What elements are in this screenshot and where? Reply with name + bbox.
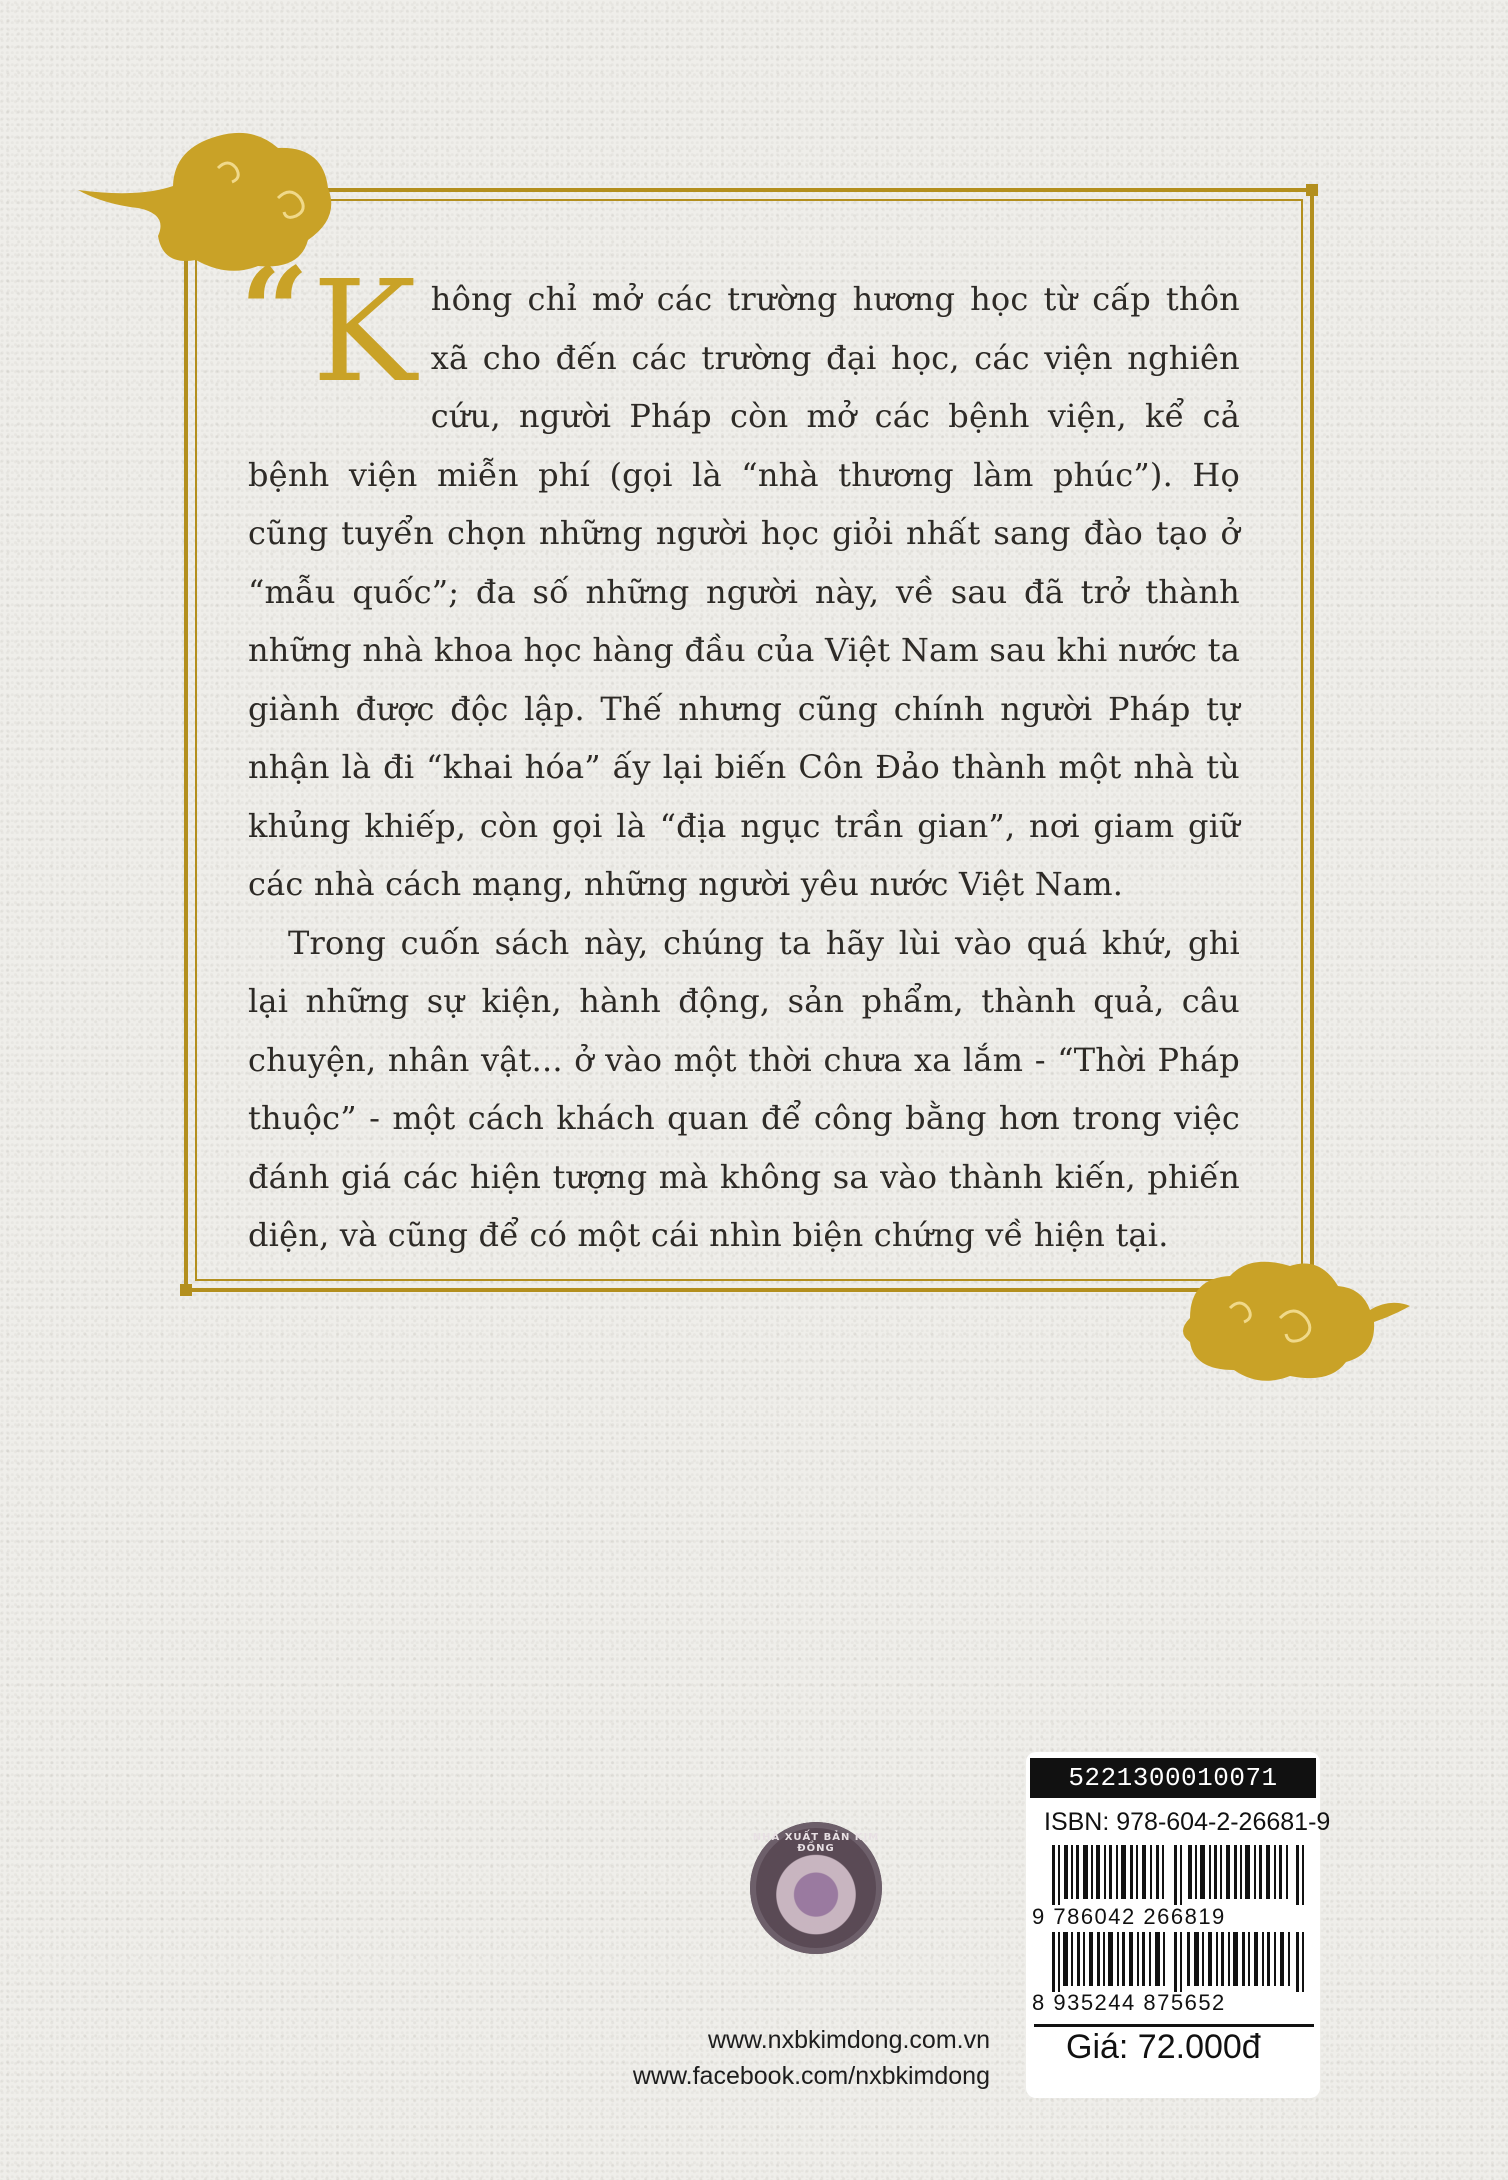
cloud-ornament-bottom-right xyxy=(1170,1258,1410,1388)
isbn-number: ISBN: 978-604-2-26681-9 xyxy=(1044,1808,1331,1836)
publisher-website: www.nxbkimdong.com.vn xyxy=(707,2026,990,2054)
ean-barcode-number: 8 935244 875652 xyxy=(1032,1990,1226,2015)
isbn-barcode-number: 9 786042 266819 xyxy=(1032,1904,1226,1929)
quote-paragraph-2: Trong cuốn sách này, chúng ta hãy lùi vào quá khứ, ghi lại những sự kiện, hành động, sản phẩm, thành quả, câu chuyện, nhân vật... ở vào một thời chưa xa lắm - “Thời Pháp thuộc” - một cách khách quan để công bằng hơn trong việc đánh giá các hiện tượng mà không sa vào thành kiến, phiến diện, và cũng để có một cái nhìn biện chứng về hiện tại. xyxy=(248,923,1240,1254)
product-code: 5221300010071 xyxy=(1030,1758,1316,1798)
price-label: Giá: 72.000đ xyxy=(1066,2028,1261,2066)
open-quote-mark: “ xyxy=(240,241,310,382)
price-divider xyxy=(1034,2024,1314,2027)
publisher-logo-text: NHÀ XUẤT BẢN KIM ĐỒNG xyxy=(752,1832,880,1854)
publisher-logo xyxy=(750,1822,882,1954)
isbn-barcode xyxy=(1052,1845,1308,1905)
ean-barcode xyxy=(1052,1932,1308,1992)
quote-paragraph-1 xyxy=(248,251,1240,914)
quote-block xyxy=(240,241,1240,1265)
drop-cap-letter: K xyxy=(312,251,417,414)
publisher-facebook: www.facebook.com/nxbkimdong xyxy=(632,2062,990,2090)
quote-paragraph-1-text: hông chỉ mở các trường hương học từ cấp thôn xã cho đến các trường đại học, các viện nghiên cứu, người Pháp còn mở các bệnh viện, kể cả bệnh viện miễn phí (gọi là “nhà thương làm phúc”). Họ cũng tuyển chọn những người học giỏi nhất sang đào tạo ở “mẫu quốc”; đa số những người này, về sau đã trở thành những nhà khoa học hàng đầu của Việt Nam sau khi nước ta giành được độc lập. Thế nhưng cũng chính người Pháp tự nhận là đi “khai hóa” ấy lại biến Côn Đảo thành một nhà tù khủng khiếp, còn gọi là “địa ngục trần gian”, nơi giam giữ các nhà cách mạng, những người yêu nước Việt Nam. xyxy=(248,280,1240,903)
